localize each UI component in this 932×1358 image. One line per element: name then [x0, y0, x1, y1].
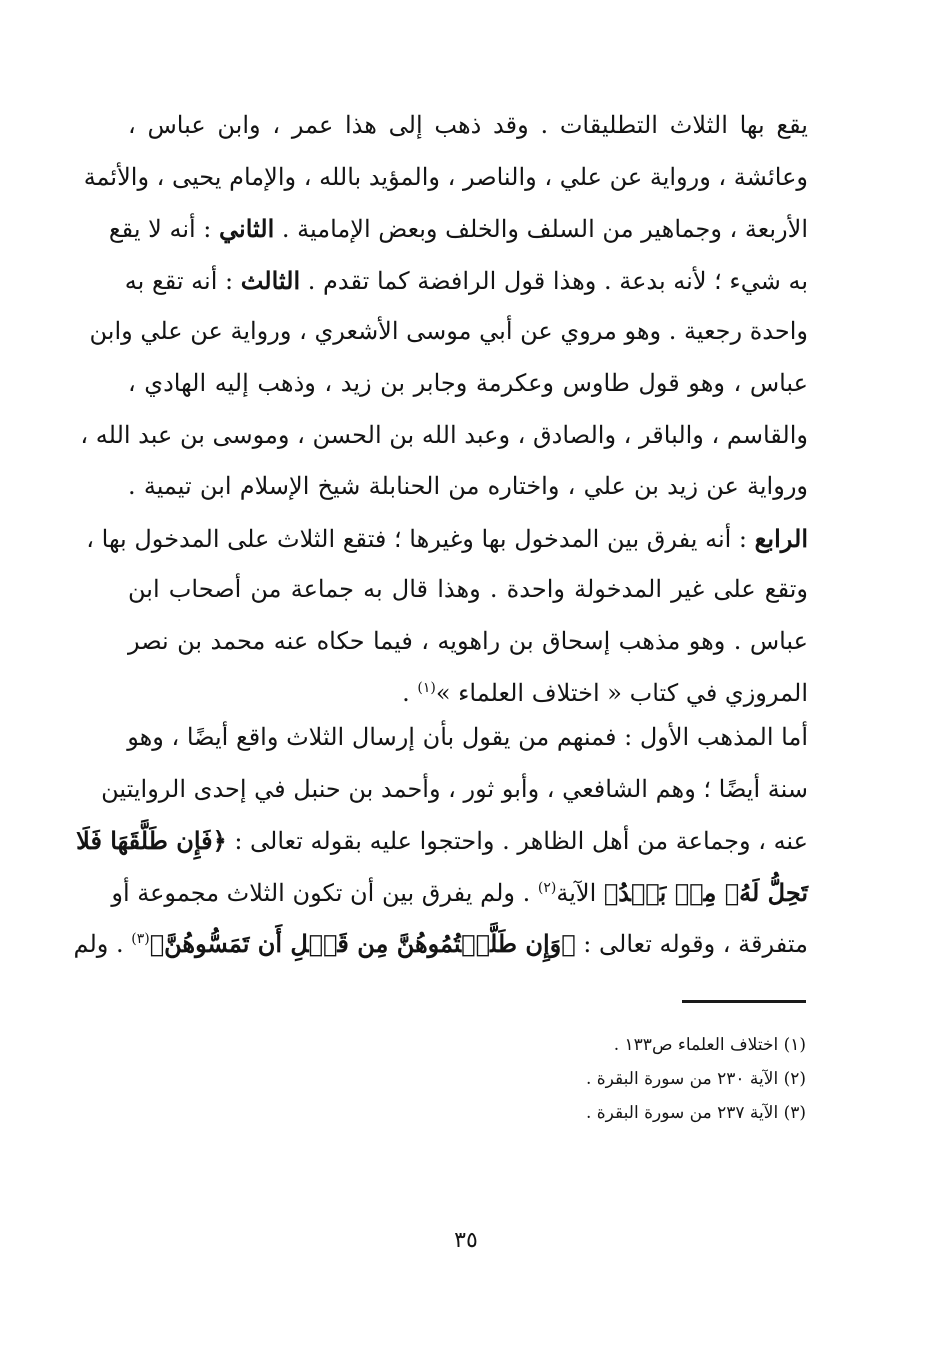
text-line	[128, 616, 808, 668]
text-line	[80, 410, 808, 462]
footnote-item: (١) اختلاف العلماء ص١٣٣ .	[613, 1035, 806, 1055]
paragraph-second	[73, 712, 808, 970]
text-line	[86, 513, 808, 565]
text-line	[128, 461, 808, 513]
page-number: ٣٥	[454, 1228, 478, 1253]
quran-verse: تَحِلُّ لَهُۥ مِنۢ بَعۡدُ﴾	[603, 877, 808, 907]
text-segment: سنة أيضًا ؛ وهم الشافعي ، وأبو ثور ، وأحمد بن حنبل في إحدى الروايتين	[101, 774, 808, 803]
text-segment: : أنه يفرق بين المدخول بها وغيرها ؛ فتقع الثلاث على المدخول بها ،	[86, 524, 748, 553]
text-line	[83, 152, 808, 204]
opinion-heading-third: الثالث	[240, 265, 301, 295]
footnotes	[430, 1028, 806, 1130]
text-line	[89, 306, 808, 358]
text-segment: عباس ، وهو قول طاوس وعكرمة وجابر بن زيد ، وذهب إليه الهادي ،	[128, 368, 808, 397]
text-segment: .	[402, 678, 418, 707]
text-line	[111, 867, 808, 919]
text-segment: : أنه لا يقع	[108, 215, 212, 244]
text-line	[128, 358, 808, 410]
text-segment: : أنه تقع به	[124, 266, 234, 295]
footnote-reference: (٢)	[537, 879, 557, 896]
text-segment: المروزي في كتاب « اختلاف العلماء »	[435, 678, 808, 707]
paragraph-main	[80, 100, 808, 719]
text-line	[124, 255, 808, 307]
quran-verse: ﴿فَإِن طَلَّقَهَا فَلَا	[76, 826, 227, 856]
text-segment: والقاسم ، والباقر ، والصادق ، وعبد الله بن الحسن ، وموسى بن عبد الله ،	[80, 420, 808, 449]
text-line	[128, 100, 808, 152]
text-segment: أما المذهب الأول : فمنهم من يقول بأن إرسال الثلاث واقع أيضًا ، وهو	[127, 723, 808, 751]
footnote-item: (٣) الآية ٢٣٧ من سورة البقرة .	[585, 1103, 806, 1123]
quran-verse: ﴿وَإِن طَلَّقۡتُمُوهُنَّ مِن قَبۡلِ أَن تَمَسُّوهُنَّ﴾	[149, 929, 576, 959]
opinion-heading-fourth: الرابع	[754, 523, 808, 553]
text-segment: الآية	[556, 878, 604, 907]
text-segment: يقع بها الثلاث التطليقات . وقد ذهب إلى هذا عمر ، وابن عباس ،	[128, 111, 808, 139]
text-line	[128, 564, 808, 616]
text-segment: الأربعة ، وجماهير من السلف والخلف وبعض الإمامية .	[281, 215, 808, 244]
text-line	[128, 712, 808, 764]
text-segment: عنه ، وجماعة من أهل الظاهر . واحتجوا عليه بقوله تعالى :	[234, 827, 808, 856]
footnote-separator	[682, 1000, 806, 1003]
text-segment: وتقع على غير المدخولة واحدة . وهذا قال به جماعة من أصحاب ابن	[128, 575, 808, 604]
text-segment: . ولم يفرق بين أن تكون الثلاث مجموعة أو	[111, 878, 538, 907]
text-line	[76, 815, 808, 867]
footnote-reference: (٣)	[131, 931, 150, 948]
text-segment: عباس . وهو مذهب إسحاق بن راهويه ، فيما حكاه عنه محمد بن نصر	[128, 626, 808, 655]
text-line	[73, 918, 808, 970]
opinion-heading-second: الثاني	[219, 214, 275, 244]
text-segment: ورواية عن زيد بن علي ، واختاره من الحنابلة شيخ الإسلام ابن تيمية .	[128, 472, 808, 501]
text-segment: متفرقة ، وقوله تعالى :	[583, 930, 808, 959]
text-segment: به شيء ؛ لأنه بدعة . وهذا قول الرافضة كما تقدم .	[307, 266, 808, 295]
text-segment: واحدة رجعية . وهو مروي عن أبي موسى الأشعري ، ورواية عن علي وابن	[89, 317, 808, 346]
footnote-reference: (١)	[417, 679, 436, 696]
text-segment: وعائشة ، ورواية عن علي ، والناصر ، والمؤيد بالله ، والإمام يحيى ، والأئمة	[83, 162, 808, 191]
text-line	[108, 203, 808, 255]
text-segment: . ولم	[73, 930, 132, 959]
text-line	[101, 764, 808, 816]
footnote-item: (٢) الآية ٢٣٠ من سورة البقرة .	[585, 1069, 806, 1089]
